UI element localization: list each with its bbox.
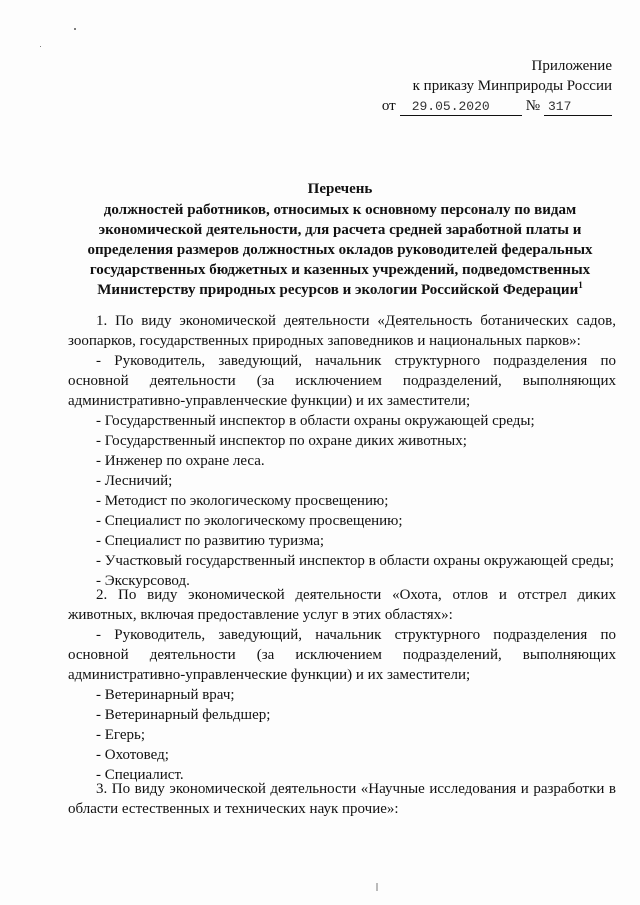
title-line: определения размеров должностных окладов руководителей федеральных xyxy=(87,242,593,258)
title-heading: Перечень xyxy=(307,181,373,197)
list-item: - Специалист по развитию туризма; xyxy=(96,533,325,549)
section-heading: 2. По виду экономической деятельности «Охота, отлов и отстрел диких животных, включая предоставление услуг в этих областях»: xyxy=(68,587,616,623)
section-3 xyxy=(68,779,616,819)
list-item: - Специалист по экологическому просвещению; xyxy=(96,513,403,529)
from-label: от xyxy=(381,98,396,114)
order-date-number xyxy=(382,96,612,116)
list-item: - Методист по экологическому просвещению; xyxy=(96,493,389,509)
document-title xyxy=(60,179,620,300)
list-item: - Экскурсовод. xyxy=(96,573,190,589)
scan-speck xyxy=(74,28,76,30)
title-line: государственных бюджетных и казенных учреждений, подведомственных xyxy=(89,262,591,278)
appendix-label: Приложение xyxy=(531,58,612,74)
section-heading: 3. По виду экономической деятельности «Научные исследования и разработки в области естественных и технических наук прочие»: xyxy=(68,781,616,817)
title-line: должностей работников, относимых к основному персоналу по видам xyxy=(103,202,577,218)
list-item: - Лесничий; xyxy=(96,473,173,489)
section-1 xyxy=(68,311,616,591)
appendix-header xyxy=(382,56,612,116)
order-reference: к приказу Минприроды России xyxy=(412,78,612,94)
order-number: 317 xyxy=(544,99,612,116)
list-item: - Участковый государственный инспектор в области охраны окружающей среды; xyxy=(96,553,615,569)
list-item: - Государственный инспектор в области охраны окружающей среды; xyxy=(96,413,535,429)
order-date: 29.05.2020 xyxy=(400,99,522,116)
list-item: - Ветеринарный врач; xyxy=(96,687,235,703)
title-line-text: Министерству природных ресурсов и экологии Российской Федерации xyxy=(97,282,579,298)
title-line: экономической деятельности, для расчета средней заработной платы и xyxy=(98,222,582,238)
scan-mark xyxy=(376,883,378,891)
list-item: - Инженер по охране леса. xyxy=(96,453,265,469)
section-2 xyxy=(68,585,616,785)
list-item: - Ветеринарный фельдшер; xyxy=(96,707,271,723)
number-label: № xyxy=(525,98,540,114)
footnote-mark: 1 xyxy=(578,280,583,290)
title-line-last xyxy=(60,280,620,300)
list-item: - Егерь; xyxy=(96,727,146,743)
scan-speck xyxy=(40,46,41,47)
section-heading: 1. По виду экономической деятельности «Деятельность ботанических садов, зоопарков, государственных природных заповедников и национальных парков»: xyxy=(68,313,616,349)
list-item: - Руководитель, заведующий, начальник структурного подразделения по основной деятельности (за исключением подразделений, выполняющих административно-управленческие функции) и их заместители; xyxy=(68,627,616,683)
list-item: - Специалист. xyxy=(96,767,184,783)
list-item: - Охотовед; xyxy=(96,747,169,763)
list-item: - Государственный инспектор по охране диких животных; xyxy=(96,433,467,449)
list-item: - Руководитель, заведующий, начальник структурного подразделения по основной деятельности (за исключением подразделений, выполняющих административно-управленческие функции) и их заместители; xyxy=(68,353,616,409)
